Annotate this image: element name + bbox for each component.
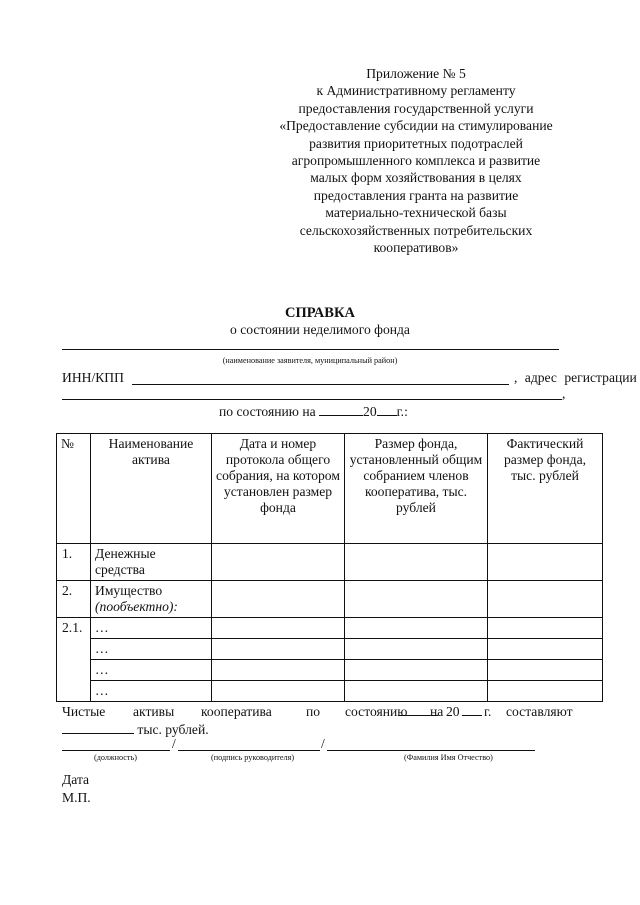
appendix-line: кооперативов» [373,240,459,256]
appendix-line: малых форм хозяйствования в целях [310,170,522,186]
date-seal-block [62,771,91,806]
net-word: состоянию [345,704,408,719]
row-asset-name: Имущество (пообъектно): [91,581,212,618]
row-cell-actual-size[interactable] [488,660,603,681]
row-cell-fund-size[interactable] [345,639,488,660]
row-asset-name: Денежные средства [91,544,212,581]
row-cell-actual-size[interactable] [488,581,603,618]
applicant-blank-line[interactable] [62,349,559,350]
document-title: СПРАВКА [285,305,355,321]
appendix-line: предоставления государственной услуги [298,100,534,116]
asof-day-blank[interactable] [319,403,363,416]
appendix-line: к Административному регламенту [316,83,516,99]
row-cell-protocol[interactable] [212,544,345,581]
address-comma: , [562,386,566,401]
row-cell-actual-size[interactable] [488,639,603,660]
row-cell-protocol[interactable] [212,660,345,681]
row-cell-protocol[interactable] [212,681,345,702]
row-cell-actual-size[interactable] [488,544,603,581]
row-asset-note: (пообъектно): [95,599,178,614]
net-suffix-verb: составляют [506,704,573,719]
row-cell-fund-size[interactable] [345,581,488,618]
inn-blank-line[interactable] [132,384,509,385]
table-row [57,681,603,702]
inn-label: ИНН/КПП [62,370,124,385]
full-name-blank-line[interactable] [327,750,535,751]
net-word: по [306,704,321,719]
row-number: 1. [57,544,91,581]
net-word: Чистые [62,704,106,719]
position-note: (должность) [94,753,137,762]
net-assets-line [62,703,578,721]
net-word: активы [133,704,175,719]
table-row [57,639,603,660]
asof-suffix: г.: [396,404,408,419]
position-blank-line[interactable] [62,750,170,751]
net-suffix-g: г. [484,704,492,719]
signature-blank-line[interactable] [178,750,320,751]
signature-slash: / [172,736,176,751]
row-cell-fund-size[interactable] [345,660,488,681]
row-cell-fund-size[interactable] [345,681,488,702]
asof-date-line [219,403,408,420]
address-label: , адрес регистрации [514,370,637,385]
appendix-header [248,65,584,256]
appendix-line: предоставления гранта на развитие [313,187,519,203]
header-cell-protocol: Дата и номер протокола общего собрания, на котором установлен размер фонда [212,434,345,544]
appendix-line: Приложение № 5 [366,66,466,81]
asof-year-blank[interactable] [377,403,397,416]
document-subtitle: о состоянии неделимого фонда [230,322,410,337]
applicant-note: (наименование заявителя, муниципальный район) [222,356,398,365]
name-note: (Фамилия Имя Отчество) [404,753,493,762]
row-cell-fund-size[interactable] [345,544,488,581]
table-header-row [57,434,603,544]
net-amount-blank[interactable] [62,721,134,734]
net-word: кооператива [201,704,272,719]
signature-note: (подпись руководителя) [211,753,295,762]
header-cell-fund-size: Размер фонда, установленный общим собранием членов кооператива, тыс. рублей [345,434,488,544]
fund-table [56,433,603,702]
net-word: на [430,704,444,719]
net-amount-suffix: тыс. рублей. [137,722,209,737]
header-cell-number: № [57,434,91,544]
appendix-line: «Предоставление субсидии на стимулирование [279,118,553,134]
asof-prefix: по состоянию на [219,404,316,419]
header-cell-asset: Наименование актива [91,434,212,544]
row-asset-name: … [91,618,212,639]
appendix-line: агропромышленного комплекса и развитие [291,153,541,169]
row-cell-actual-size[interactable] [488,618,603,639]
signature-block [62,736,542,766]
net-year-blank[interactable] [462,703,482,716]
net-day-blank[interactable] [398,703,438,716]
appendix-line: материально-технической базы [325,205,507,221]
row-cell-actual-size[interactable] [488,681,603,702]
asof-year: 20 [363,404,377,419]
row-cell-protocol[interactable] [212,639,345,660]
row-cell-fund-size[interactable] [345,618,488,639]
appendix-line: сельскохозяйственных потребительских [299,222,533,238]
net-assets-statement [62,703,578,738]
row-number: 2. [57,581,91,618]
row-asset-name: … [91,660,212,681]
row-asset-name: … [91,681,212,702]
row-asset-name: … [91,639,212,660]
seal-label: М.П. [62,789,91,805]
address-blank-line[interactable] [62,399,562,400]
net-year: 20 [446,704,460,719]
row-cell-protocol[interactable] [212,618,345,639]
row-cell-protocol[interactable] [212,581,345,618]
table-row [57,581,603,618]
table-row [57,660,603,681]
signature-slash: / [321,736,325,751]
table-row [57,618,603,639]
row-number: 2.1. [57,618,91,702]
date-label: Дата [62,772,90,787]
header-cell-actual-size: Фактический размер фонда, тыс. рублей [488,434,603,544]
appendix-line: развития приоритетных подотраслей [309,135,523,151]
table-row [57,544,603,581]
